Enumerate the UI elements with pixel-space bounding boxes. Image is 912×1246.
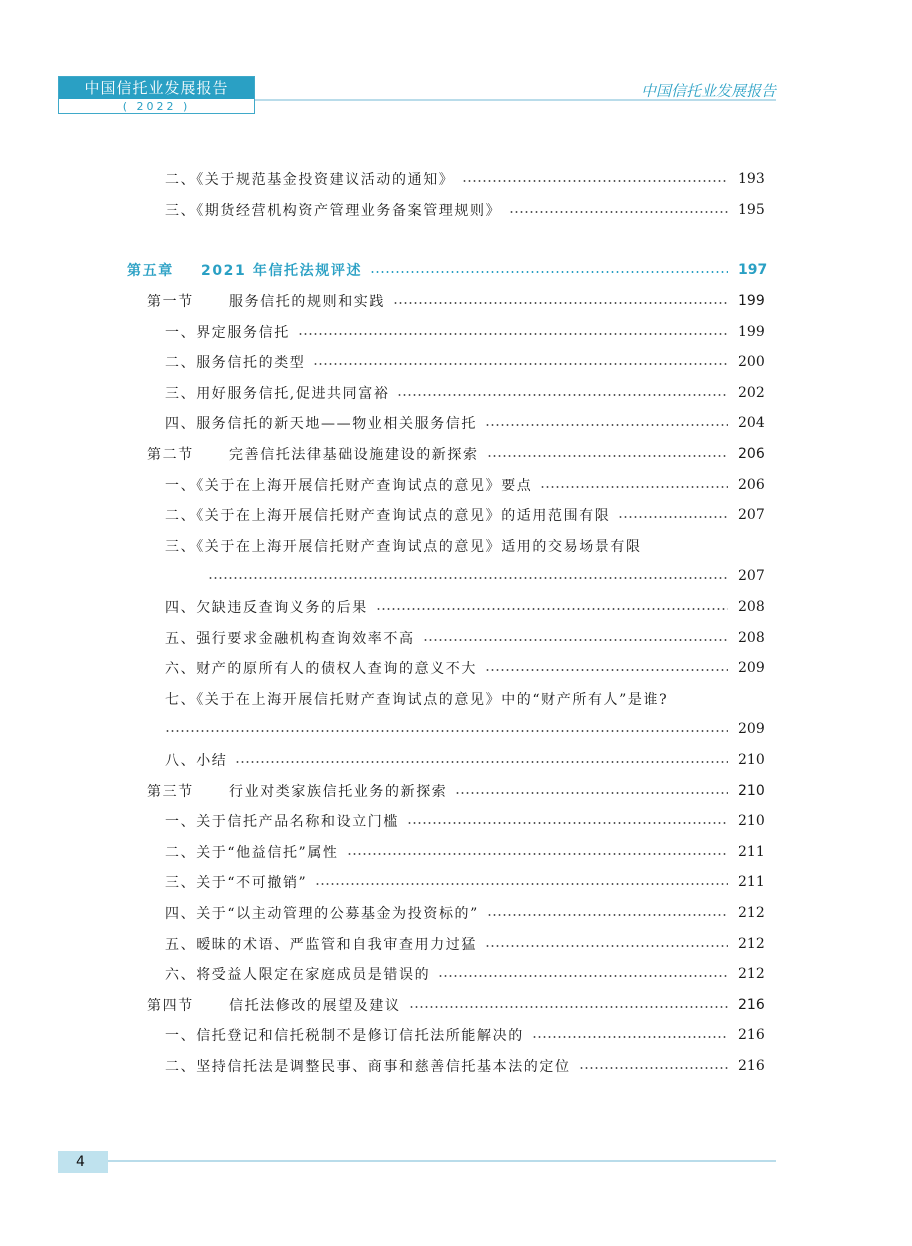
toc-entry[interactable] xyxy=(0,959,912,990)
chapter-page: 197 xyxy=(738,262,768,279)
dot-leader xyxy=(315,883,728,885)
toc-entry-page: 209 xyxy=(738,660,765,677)
dot-leader xyxy=(438,975,728,977)
section-title: 服务信托的规则和实践 xyxy=(229,294,385,311)
toc-entry-page: 216 xyxy=(738,1027,765,1044)
dot-leader xyxy=(485,424,728,426)
toc-section[interactable] xyxy=(0,989,912,1020)
toc-entry-title: 三、《关于在上海开展信托财产查询试点的意见》适用的交易场景有限 xyxy=(165,538,642,555)
dot-leader xyxy=(370,271,728,273)
toc-entry[interactable] xyxy=(0,928,912,959)
toc-entry[interactable] xyxy=(0,316,912,347)
toc-entry[interactable] xyxy=(0,1020,912,1051)
toc-entry-page: 208 xyxy=(738,599,765,616)
toc-entry-continuation[interactable] xyxy=(0,714,912,745)
toc-entry-title: 五、暧昧的术语、严监管和自我审查用力过猛 xyxy=(165,936,477,953)
dot-leader xyxy=(409,1006,728,1008)
dot-leader xyxy=(376,608,728,610)
dot-leader xyxy=(423,639,728,641)
table-of-contents xyxy=(0,164,912,1081)
section-label: 第三节 xyxy=(147,783,194,800)
toc-entry-page: 210 xyxy=(738,751,765,768)
dot-leader xyxy=(509,211,728,213)
toc-entry-continuation[interactable] xyxy=(0,561,912,592)
toc-entry[interactable] xyxy=(0,684,912,715)
toc-entry[interactable] xyxy=(0,836,912,867)
toc-entry-title: 一、信托登记和信托税制不是修订信托法所能解决的 xyxy=(165,1028,524,1045)
toc-entry[interactable] xyxy=(0,378,912,409)
dot-leader xyxy=(407,822,728,824)
toc-entry-page: 216 xyxy=(738,1057,765,1074)
toc-entry[interactable] xyxy=(0,164,912,195)
toc-entry-page: 211 xyxy=(738,843,765,860)
running-title: 中国信托业发展报告 xyxy=(640,82,776,100)
toc-entry-title: 三、用好服务信托,促进共同富裕 xyxy=(165,385,390,402)
dot-leader xyxy=(532,1036,728,1038)
section-title: 行业对类家族信托业务的新探索 xyxy=(229,783,448,800)
toc-entry[interactable] xyxy=(0,867,912,898)
toc-entry-page: 193 xyxy=(738,171,765,188)
toc-entry-page: 210 xyxy=(738,813,765,830)
page-number: 4 xyxy=(58,1151,108,1173)
toc-entry-title: 七、《关于在上海开展信托财产查询试点的意见》中的“财产所有人”是谁? xyxy=(165,691,669,708)
toc-section[interactable] xyxy=(0,775,912,806)
section-label: 第一节 xyxy=(147,294,194,311)
section-page: 206 xyxy=(738,446,765,463)
toc-entry-page: 209 xyxy=(738,721,765,738)
dot-leader xyxy=(540,486,728,488)
dot-leader xyxy=(579,1067,728,1069)
toc-entry-page: 212 xyxy=(738,904,765,921)
toc-entry-title: 六、将受益人限定在家庭成员是错误的 xyxy=(165,967,431,984)
toc-chapter[interactable] xyxy=(0,255,912,286)
toc-entry-title: 一、界定服务信托 xyxy=(165,324,290,341)
toc-entry-page: 208 xyxy=(738,629,765,646)
toc-entry-page: 206 xyxy=(738,476,765,493)
toc-entry[interactable] xyxy=(0,653,912,684)
toc-entry-title: 四、关于“以主动管理的公募基金为投资标的” xyxy=(165,905,479,922)
dot-leader xyxy=(165,730,728,732)
toc-entry-page: 200 xyxy=(738,354,765,371)
toc-entry[interactable] xyxy=(0,408,912,439)
dot-leader xyxy=(235,761,728,763)
toc-entry-title: 一、关于信托产品名称和设立门槛 xyxy=(165,814,399,831)
toc-entry-title: 一、《关于在上海开展信托财产查询试点的意见》要点 xyxy=(165,477,533,494)
dot-leader xyxy=(462,180,728,182)
dot-leader xyxy=(485,669,728,671)
book-title-box xyxy=(58,76,255,114)
section-label: 第二节 xyxy=(147,447,194,464)
chapter-title: 2021 年信托法规评述 xyxy=(201,263,363,280)
toc-entry-page: 207 xyxy=(738,568,765,585)
dot-leader xyxy=(455,792,728,794)
dot-leader xyxy=(618,516,728,518)
section-page: 210 xyxy=(738,782,765,799)
dot-leader xyxy=(393,302,728,304)
section-page: 216 xyxy=(738,996,765,1013)
toc-entry-title: 三、《期货经营机构资产管理业务备案管理规则》 xyxy=(165,202,502,219)
toc-entry-title: 二、坚持信托法是调整民事、商事和慈善信托基本法的定位 xyxy=(165,1058,571,1075)
toc-entry-page: 212 xyxy=(738,966,765,983)
toc-entry-title: 四、服务信托的新天地——物业相关服务信托 xyxy=(165,416,477,433)
toc-section[interactable] xyxy=(0,286,912,317)
toc-entry-page: 199 xyxy=(738,323,765,340)
dot-leader xyxy=(298,333,728,335)
toc-section[interactable] xyxy=(0,439,912,470)
dot-leader xyxy=(397,394,728,396)
toc-entry[interactable] xyxy=(0,347,912,378)
toc-entry-title: 二、服务信托的类型 xyxy=(165,355,306,372)
toc-entry-page: 212 xyxy=(738,935,765,952)
dot-leader xyxy=(347,853,728,855)
toc-entry-title: 二、《关于在上海开展信托财产查询试点的意见》的适用范围有限 xyxy=(165,508,611,525)
toc-entry-page: 202 xyxy=(738,384,765,401)
section-title: 信托法修改的展望及建议 xyxy=(229,997,401,1014)
toc-entry-page: 204 xyxy=(738,415,765,432)
toc-entry-title: 五、强行要求金融机构查询效率不高 xyxy=(165,630,415,647)
toc-entry[interactable] xyxy=(0,469,912,500)
book-title: 中国信托业发展报告 xyxy=(59,77,254,99)
toc-entry[interactable] xyxy=(0,745,912,776)
toc-entry-title: 四、欠缺违反查询义务的后果 xyxy=(165,600,368,617)
toc-entry-title: 二、关于“他益信托”属性 xyxy=(165,844,339,861)
toc-entry-title: 六、财产的原所有人的债权人查询的意义不大 xyxy=(165,661,477,678)
dot-leader xyxy=(208,577,728,579)
toc-entry[interactable] xyxy=(0,1051,912,1082)
toc-entry-title: 八、小结 xyxy=(165,752,228,769)
section-label: 第四节 xyxy=(147,997,194,1014)
toc-entry[interactable] xyxy=(0,806,912,837)
toc-entry-page: 195 xyxy=(738,201,765,218)
toc-entry-page: 211 xyxy=(738,874,765,891)
section-page: 199 xyxy=(738,293,765,310)
footer-rule xyxy=(108,1160,776,1162)
toc-entry[interactable] xyxy=(0,500,912,531)
toc-entry[interactable] xyxy=(0,622,912,653)
section-title: 完善信托法律基础设施建设的新探索 xyxy=(229,447,479,464)
dot-leader xyxy=(485,945,728,947)
toc-entry-page: 207 xyxy=(738,507,765,524)
dot-leader xyxy=(313,363,728,365)
toc-entry-title: 三、关于“不可撤销” xyxy=(165,875,308,892)
toc-entry[interactable] xyxy=(0,898,912,929)
book-year: ( 2022 ) xyxy=(122,100,191,113)
toc-entry[interactable] xyxy=(0,531,912,562)
dot-leader xyxy=(487,455,728,457)
chapter-label: 第五章 xyxy=(127,263,174,280)
toc-entry[interactable] xyxy=(0,592,912,623)
dot-leader xyxy=(487,914,728,916)
toc-entry-title: 二、《关于规范基金投资建议活动的通知》 xyxy=(165,172,455,189)
toc-entry[interactable] xyxy=(0,195,912,226)
